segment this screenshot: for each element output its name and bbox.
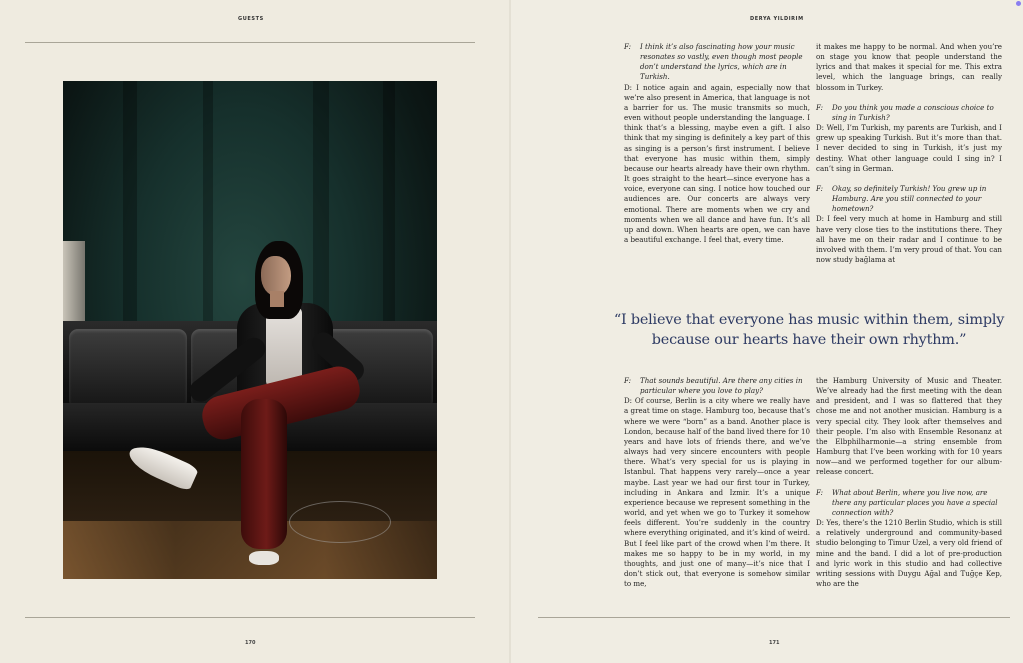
speaker-label: F: — [816, 487, 824, 497]
speaker-label: F: — [816, 183, 824, 193]
interviewer-question — [816, 488, 1002, 518]
question-text: That sounds beautiful. Are there any cities in particular where you love to play? — [640, 376, 803, 396]
question-text: Do you think you made a conscious choice to sing in Turkish? — [832, 102, 994, 122]
top-rule-left — [25, 42, 475, 43]
page-number-left: 170 — [245, 640, 256, 646]
continued-paragraph: it makes me happy to be normal. And when you’re on stage you know that people understand the lyrics and that makes it special for me. This extra level, which the language brings, can really blossom in Turkey. — [816, 42, 1002, 92]
pull-quote: “I believe that everyone has music within them, simply because our hearts have their own rhythm.” — [613, 312, 1005, 348]
answer-text: Yes, there’s the 1210 Berlin Studio, which is still a relatively underground and community-based studio belonging to Timur Uzel, a very old friend of mine and the band. I did a lot of pre-production and lyric work in this studio and had collective writing sessions with Duygu Ağal and Tuğçe Kep, who are the — [816, 518, 1002, 588]
text-column-top-1 — [624, 42, 810, 245]
bottom-rule-right — [538, 617, 1010, 618]
interviewer-question — [816, 184, 1002, 214]
interviewer-question — [816, 103, 1002, 123]
answer-paragraph — [624, 396, 810, 589]
speaker-label: F: — [816, 102, 824, 112]
answer-text: I notice again and again, especially now that we’re also present in America, that language is not a barrier for us. The music transmits so much, even without people understanding the language. I think that’s a blessing, maybe even a gift. I also think that my singing is definitely a key part of this as singing is a person’s first instrument. I believe that everyone has music within them, simply because our hearts already have their own rhythm. It goes straight to the heart—since everyone has a voice, everyone can sing. I notice how touched our audiences are. Our concerts are always very emotional. There are moments when we cry and moments when we all dance and have fun. It’s all up and down. When hearts are open, we can have a beautiful exchange. I feel that, every time. — [624, 82, 810, 244]
portrait-photo — [63, 81, 437, 579]
answer-paragraph — [624, 83, 810, 246]
speaker-label: F: — [624, 42, 632, 51]
running-head-right: DERYA YILDIRIM — [750, 16, 804, 22]
speaker-label: D: — [624, 82, 637, 92]
bottom-rule-left — [25, 617, 475, 618]
answer-paragraph — [816, 214, 1002, 265]
question-text: I think it’s also fascinating how your music resonates so vastly, even though most people don’t understand the lyrics, which are in Turkish. — [640, 42, 803, 82]
speaker-label: D: — [816, 518, 827, 528]
interviewer-question — [624, 42, 810, 83]
answer-paragraph — [816, 518, 1002, 589]
spread-gutter — [509, 0, 511, 663]
text-column-top-2 — [816, 42, 1002, 265]
interviewer-question — [624, 376, 810, 396]
speaker-label: D: — [624, 396, 635, 406]
running-head-left: GUESTS — [238, 16, 264, 22]
notification-dot-icon — [1016, 1, 1021, 6]
answer-text: Well, I’m Turkish, my parents are Turkish, and I grew up speaking Turkish. But it’s more than that. I never decided to sing in Turkish, it’s just my destiny. What other language could I sing in? I can’t sing in German. — [816, 123, 1002, 173]
text-column-bottom-1 — [624, 376, 810, 589]
continued-paragraph: the Hamburg University of Music and Theater. We’ve already had the first meeting with the dean and president, and I was so flattered that they chose me and not another musician. Hamburg is a very special city. They look after themselves and their people. I’m also with Ensemble Resonanz at the Elbphilharmonie—a string ensemble from Hamburg that I’ve been working with for 10 years now—and we performed together for our album-release concert. — [816, 376, 1002, 477]
question-text: What about Berlin, where you live now, are there any particular places you have a special connection with? — [832, 487, 998, 517]
answer-text: I feel very much at home in Hamburg and still have very close ties to the institutions there. They all have me on their radar and I continue to be involved with them. I’m very proud of that. You can now study bağlama at — [816, 214, 1002, 264]
speaker-label: D: — [816, 214, 828, 224]
text-column-bottom-2 — [816, 376, 1002, 589]
speaker-label: D: — [816, 123, 827, 133]
answer-paragraph — [816, 123, 1002, 174]
speaker-label: F: — [624, 376, 632, 385]
page-number-right: 171 — [769, 640, 780, 646]
answer-text: Of course, Berlin is a city where we really have a great time on stage. Hamburg too, because that’s where we were “born” as a band. Another place is London, because half of the band lived there for 10 years and have lots of friends there, and we’ve always had very sincere encounters with people there. What’s very special for us is playing in Istanbul. That happens very rarely—once a year maybe. Last year we had our first tour in Turkey, including in Ankara and Izmir. It’s a unique experience because we represent something in the world, and yet when we go to Turkey it somehow feels different. You’re suddenly in the country where everything originated, and it’s kind of weird. But I feel like part of the crowd when I’m there. It makes me so happy to be in my world, in my thoughts, and just one of many—it’s nice that I don’t stick out, that everyone is somehow similar to me, — [624, 396, 810, 589]
question-text: Okay, so definitely Turkish! You grew up in Hamburg. Are you still connected to your hometown? — [832, 183, 987, 214]
